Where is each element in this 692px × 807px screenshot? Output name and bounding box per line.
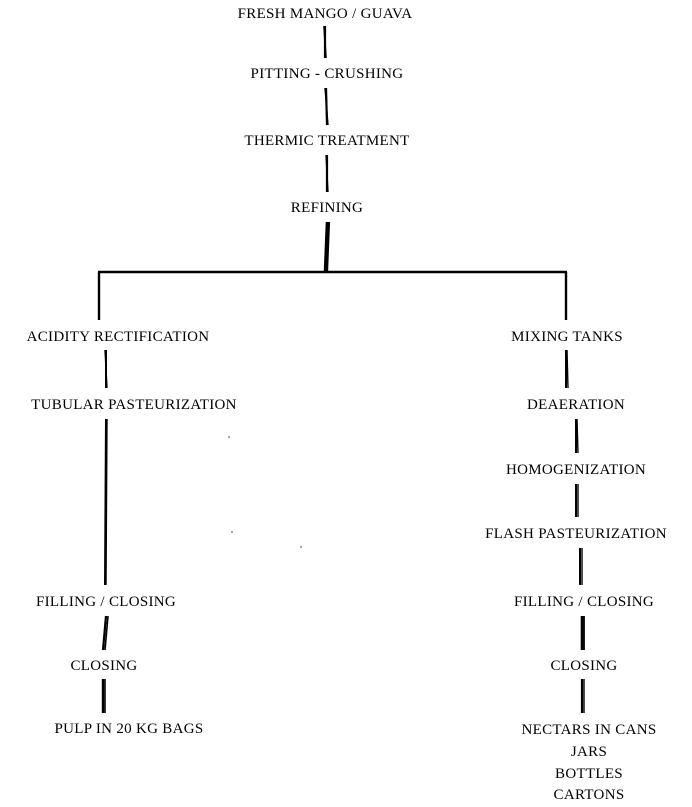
node-deaeration: DEAERATION bbox=[527, 397, 625, 413]
node-acidity-rectification: ACIDITY RECTIFICATION bbox=[26, 329, 210, 345]
node-thermic-treatment: THERMIC TREATMENT bbox=[244, 133, 410, 149]
node-closing-right: CLOSING bbox=[550, 658, 618, 674]
node-closing-left: CLOSING bbox=[70, 658, 138, 674]
scan-speck bbox=[228, 436, 230, 438]
nectars-line-2: JARS bbox=[570, 743, 608, 760]
node-flash-pasteurization: FLASH PASTEURIZATION bbox=[485, 526, 667, 542]
node-filling-closing-right: FILLING / CLOSING bbox=[513, 594, 655, 610]
nectars-line-3: BOTTLES bbox=[555, 765, 623, 782]
scan-speck bbox=[300, 546, 302, 548]
scan-speck bbox=[231, 531, 233, 533]
node-pitting-crushing: PITTING - CRUSHING bbox=[250, 66, 404, 82]
node-nectars-output bbox=[522, 720, 657, 807]
node-homogenization: HOMOGENIZATION bbox=[505, 462, 647, 478]
node-filling-closing-left: FILLING / CLOSING bbox=[35, 594, 177, 610]
node-mixing-tanks: MIXING TANKS bbox=[511, 329, 623, 345]
nectars-line-4: CARTONS bbox=[553, 787, 625, 804]
node-pulp-in-bags: PULP IN 20 KG BAGS bbox=[54, 721, 204, 737]
node-tubular-pasteurization: TUBULAR PASTEURIZATION bbox=[31, 397, 237, 413]
node-refining: REFINING bbox=[290, 200, 364, 216]
nectars-line-1: NECTARS IN CANS bbox=[521, 722, 657, 738]
node-fresh-mango-guava: FRESH MANGO / GUAVA bbox=[237, 6, 413, 22]
